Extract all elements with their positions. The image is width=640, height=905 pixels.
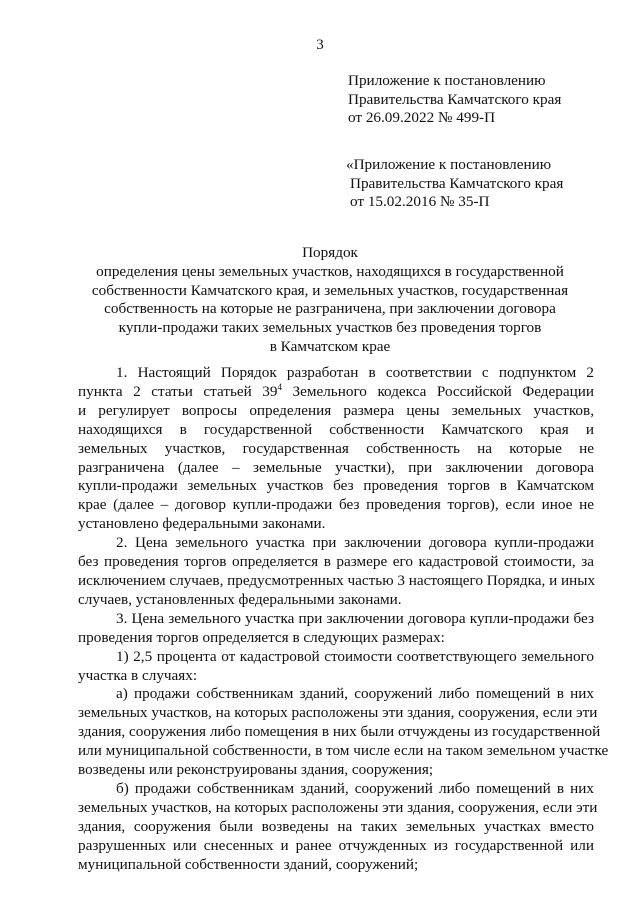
document-title <box>80 244 580 357</box>
text-fragment: Земельного кодекса Российской Федерации <box>281 382 594 400</box>
title-line: определения цены земельных участков, находящихся в государственной <box>96 262 564 280</box>
text-line: крае (далее – договор купли-продажи без проведения торгов), если иное не <box>78 496 594 514</box>
appendix-current-line: Приложение к постановлению <box>348 72 546 89</box>
text-line: здания, сооружения либо помещения в них были отчуждены из государственной <box>78 723 601 741</box>
appendix-current-line: от 26.09.2022 № 499-П <box>348 109 496 127</box>
page-number: 3 <box>316 37 324 53</box>
paragraph-6 <box>78 779 598 875</box>
text-line: без проведения торгов определяется в размере его кадастровой стоимости, за <box>78 553 594 571</box>
superscript: 4 <box>277 381 282 392</box>
title-line: в Камчатском крае <box>269 337 391 355</box>
appendix-original-header <box>346 156 563 212</box>
text-line <box>78 383 594 402</box>
text-line: участка в случаях: <box>78 666 198 684</box>
text-line: разграничена (далее – земельные участки), при заключении договора <box>78 458 594 476</box>
text-line: разрушенных или снесенных и ранее отчужденных из государственной или <box>78 836 594 854</box>
text-line: купли-продажи земельных участков без проведения торгов в Камчатском <box>78 477 594 495</box>
appendix-original-line: от 15.02.2016 № 35-П <box>350 193 490 211</box>
paragraph-2 <box>78 534 594 610</box>
text-line: 1) 2,5 процента от кадастровой стоимости соответствующего земельного <box>116 647 594 665</box>
paragraph-5 <box>78 685 609 780</box>
text-line: проведения торгов определяется в следующих размерах: <box>78 628 445 646</box>
appendix-current-header <box>348 72 561 128</box>
text-line: муниципальной собственности зданий, сооружений; <box>78 855 419 873</box>
text-line: и регулирует вопросы определения размера цены земельных участков, <box>78 401 594 419</box>
appendix-original-line: «Приложение к постановлению <box>346 156 552 173</box>
title-line: купли-продажи таких земельных участков без проведения торгов <box>118 319 542 337</box>
text-line: исключением случаев, предусмотренных частью 3 настоящего Порядка, и иных <box>78 571 596 589</box>
title-line: Порядок <box>302 244 358 261</box>
title-line: собственности Камчатского края, и земельных участков, государственная <box>91 281 569 299</box>
appendix-current-line: Правительства Камчатского края <box>348 90 562 108</box>
text-line: установлено федеральными законами. <box>78 515 326 533</box>
paragraph-4 <box>78 648 594 686</box>
text-line: 1. Настоящий Порядок разработан в соответствии с подпунктом 2 <box>116 364 594 381</box>
text-line: б) продажи собственникам зданий, сооружений либо помещений в них <box>116 779 594 797</box>
text-line: возведены или реконструированы здания, сооружения; <box>78 761 434 779</box>
text-line: земельных участков, на которых расположены эти здания, сооружения, если эти <box>78 704 598 722</box>
paragraph-3 <box>78 610 594 648</box>
paragraph-1 <box>78 364 594 534</box>
text-line: находящихся в государственной собственности Камчатского края и <box>78 420 594 438</box>
document-body <box>78 364 609 874</box>
title-line: собственность на которые не разграничена, при заключении договора <box>104 300 556 318</box>
text-line: 3. Цена земельного участка при заключении договора купли-продажи без <box>116 609 594 627</box>
text-line: случаев, установленных федеральными законами. <box>78 590 402 608</box>
text-fragment: пункта 2 статьи статьей 39 <box>78 382 278 400</box>
text-line: или муниципальной собственности, в том числе если на таком земельном участке <box>78 742 609 760</box>
text-line: а) продажи собственникам зданий, сооружений либо помещений в них <box>116 685 594 703</box>
appendix-original-line: Правительства Камчатского края <box>350 174 564 192</box>
text-line: здания, сооружения были возведены на таких земельных участках вместо <box>78 817 594 835</box>
text-line: земельных участков, государственная собственность на которые не <box>78 439 594 457</box>
text-line: земельных участков, на которых расположены эти здания, сооружения, если эти <box>78 798 598 816</box>
text-line: 2. Цена земельного участка при заключении договора купли-продажи <box>116 534 594 552</box>
